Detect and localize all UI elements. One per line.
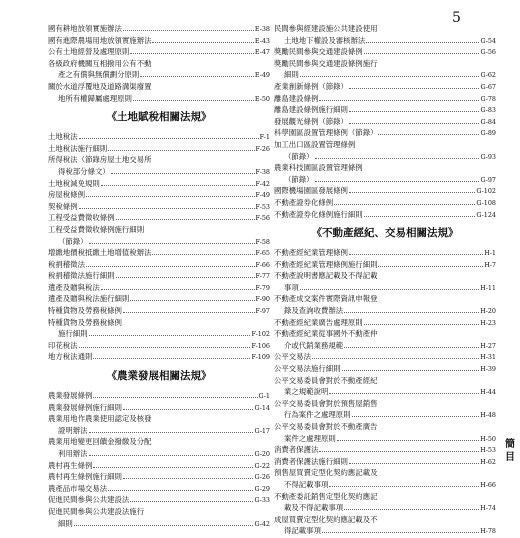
toc-entry-continuation <box>48 236 270 248</box>
dot-leader <box>378 134 479 135</box>
dot-leader <box>344 509 479 510</box>
dot-leader <box>111 173 255 174</box>
dot-leader <box>89 432 254 433</box>
dot-leader <box>319 100 479 101</box>
entry-title: 不動產說明書應記載及不得記載 <box>274 271 378 281</box>
dot-leader <box>89 243 255 244</box>
dot-leader <box>89 335 251 336</box>
page-code: G-42 <box>254 519 270 528</box>
entry-title: 證明辦法 <box>58 425 88 435</box>
page-code: E-50 <box>254 94 270 103</box>
entry-title: 產業創新條例（節錄） <box>274 81 348 91</box>
entry-title: 關於水道浮覆地及道路溝渠廢置 <box>48 81 152 91</box>
section-heading: 《不動產經紀、交易相關法規》 <box>311 227 459 240</box>
entry-title: 地所有權歸屬處理原則 <box>58 93 132 103</box>
toc-entry <box>48 460 270 472</box>
page-code: E-38 <box>254 25 270 33</box>
toc-entry <box>274 104 496 116</box>
page-code: G-97 <box>480 175 496 184</box>
dot-leader <box>152 254 254 255</box>
toc-entry-continuation <box>48 448 270 460</box>
dot-leader <box>349 463 479 464</box>
toc-entry <box>48 189 270 201</box>
dot-leader <box>315 181 480 182</box>
page-code: H-53 <box>480 446 496 455</box>
entry-title: 促進民間參與公共建設法施行 <box>48 506 145 516</box>
entry-title: 國有耕地放領實施辦法 <box>48 24 122 33</box>
entry-title: （節錄） <box>58 236 88 246</box>
dot-leader <box>79 208 255 209</box>
toc-entry <box>48 390 270 402</box>
dot-leader <box>101 289 255 290</box>
page-code: G-54 <box>480 36 496 45</box>
dot-leader <box>108 490 253 491</box>
toc-entry-continuation <box>48 69 270 81</box>
entry-title: 不動產證券化條例 <box>274 197 334 207</box>
page-code: H-78 <box>480 527 496 536</box>
dot-leader <box>319 451 479 452</box>
toc-entry <box>48 143 270 155</box>
entry-title: 不動產經紀業管理條例施行細則 <box>274 259 378 269</box>
toc-entry <box>274 209 496 221</box>
toc-entry-continuation <box>274 409 496 421</box>
page-code: G-84 <box>480 117 496 126</box>
toc-entry <box>48 305 270 317</box>
page-code: F-109 <box>251 353 270 362</box>
toc-entry <box>274 93 496 105</box>
toc-entry <box>48 247 270 259</box>
page-code: G-102 <box>476 187 496 196</box>
page-code: G-33 <box>254 496 270 505</box>
entry-title: 契稅條例 <box>48 201 78 211</box>
entry-title: 不動產經紀業從事國外不動產仲 <box>274 329 378 339</box>
toc-entry <box>274 317 496 329</box>
dot-leader <box>322 532 479 533</box>
page-code: G-93 <box>480 152 496 161</box>
dot-leader <box>349 88 480 89</box>
entry-title: 農產品市場交易法 <box>48 483 108 493</box>
entry-title: 印花稅法 <box>48 340 78 350</box>
page-code: G-22 <box>254 461 270 470</box>
toc-entry <box>274 270 496 282</box>
dot-leader <box>378 266 483 267</box>
entry-title: 成屋買賣定型化契約應記載及不 <box>274 514 378 524</box>
entry-title: 特種貨物及勞務稅條例 <box>48 317 122 327</box>
entry-title: 載及不得記載事項 <box>284 503 344 513</box>
page-code: G-124 <box>476 210 496 219</box>
page-code: E-49 <box>254 71 270 80</box>
toc-right-column <box>274 23 496 537</box>
toc-entry <box>48 35 270 47</box>
toc-entry <box>274 139 496 151</box>
entry-title: 公平交易法施行細則 <box>274 364 341 374</box>
toc-entry-continuation <box>274 305 496 317</box>
entry-title: 農村再生條例 <box>48 460 93 470</box>
entry-title: 得稅部分條文） <box>58 166 110 176</box>
toc-entry-continuation <box>274 69 496 81</box>
toc-entry <box>274 293 496 305</box>
entry-title: 公平交易法 <box>274 352 311 362</box>
toc-entry <box>274 514 496 526</box>
entry-title: 工程受益費徵收條例 <box>48 213 115 223</box>
entry-title: 土地地下權設及審核辦法 <box>284 35 366 45</box>
dot-leader <box>79 347 251 348</box>
entry-title: 土地稅法施行細則 <box>48 143 108 153</box>
entry-title: 細則 <box>284 70 299 80</box>
entry-title: 行為案件之處理原則 <box>284 410 351 420</box>
entry-title: （節錄） <box>284 151 314 161</box>
page-code: H-11 <box>480 283 496 292</box>
toc-entry <box>274 421 496 433</box>
toc-entry <box>48 413 270 425</box>
entry-title: 不動產經紀業管理條例 <box>274 248 348 258</box>
entry-title: 土地稅法 <box>48 132 78 142</box>
toc-entry <box>48 81 270 93</box>
page-code: H-1 <box>484 249 496 258</box>
toc-entry <box>48 23 270 35</box>
entry-title: 促進民間參與公共建設法 <box>48 495 130 505</box>
page-code: G-17 <box>254 426 270 435</box>
dot-leader <box>130 501 253 502</box>
section-heading: 《土地賦稅相關法規》 <box>106 111 212 124</box>
entry-title: 加工出口區設置管理條例 <box>274 139 356 149</box>
entry-title: 國有進際農場用地放領實施辦法 <box>48 35 152 45</box>
toc-entry <box>274 58 496 70</box>
dot-leader <box>101 185 255 186</box>
entry-title: 房屋稅條例 <box>48 190 85 200</box>
entry-title: 細則 <box>58 518 73 528</box>
entry-title: 事項 <box>284 282 299 292</box>
toc-entry <box>48 340 270 352</box>
entry-title: 公平交易委員會對於不動產經紀 <box>274 375 378 385</box>
dot-leader <box>116 219 255 220</box>
toc-entry-continuation <box>274 174 496 186</box>
page-code: H-74 <box>480 504 496 513</box>
dot-leader <box>130 53 254 54</box>
dot-leader <box>123 30 254 31</box>
toc-entry-continuation <box>274 433 496 445</box>
entry-title: 所得稅法（節錄房屋土地交易所 <box>48 155 152 165</box>
entry-title: 不動產證券化條例施行細則 <box>274 209 363 219</box>
toc-entry <box>48 224 270 236</box>
toc-entry-continuation <box>48 93 270 105</box>
page-code: H-44 <box>480 388 496 397</box>
page-code: G-67 <box>480 82 496 91</box>
toc-entry <box>274 351 496 363</box>
dot-leader <box>93 358 250 359</box>
dot-leader <box>344 312 479 313</box>
entry-title: 發展觀光條例（節錄） <box>274 116 348 126</box>
page-code: G-1 <box>258 392 270 401</box>
entry-title: 離島建設條例 <box>274 93 319 103</box>
page-code: G-78 <box>480 94 496 103</box>
toc-entry <box>48 483 270 495</box>
page-code: F-102 <box>251 330 270 339</box>
page-code: H-7 <box>484 260 496 269</box>
page-code: G-26 <box>254 473 270 482</box>
entry-title: 不得記載事項 <box>284 479 329 489</box>
entry-title: 產之有償與無償劃分原則 <box>58 70 140 80</box>
page-code: H-20 <box>480 307 496 316</box>
page-code: H-50 <box>480 434 496 443</box>
dot-leader <box>315 158 480 159</box>
toc-entry-continuation <box>274 282 496 294</box>
page-code: G-62 <box>480 71 496 80</box>
dot-leader <box>352 416 480 417</box>
dot-leader <box>108 150 254 151</box>
entry-title: 得記載事項 <box>284 526 321 536</box>
toc-left-column <box>48 23 270 529</box>
entry-title: 公平交易委員會對於預售屋銷售 <box>274 398 378 408</box>
entry-title: 業之規範說明 <box>284 387 329 397</box>
entry-title: 民間參與經建設施公共建設使用 <box>274 24 378 33</box>
toc-entry <box>48 201 270 213</box>
toc-entry-continuation <box>274 479 496 491</box>
toc-entry <box>274 467 496 479</box>
page-code: F-65 <box>255 249 270 258</box>
entry-title: 預售屋買賣定型化契約應記載及 <box>274 468 378 478</box>
entry-title: 國際機場園區發展條例 <box>274 186 348 196</box>
dot-leader <box>364 216 476 217</box>
dot-leader <box>93 397 257 398</box>
dot-leader <box>349 111 480 112</box>
entry-title: 不動產經紀業廣告處理原則 <box>274 317 363 327</box>
entry-title: 遺產及贈與稅法 <box>48 282 100 292</box>
toc-entry-continuation <box>274 502 496 514</box>
dot-leader <box>337 440 479 441</box>
toc-entry <box>274 456 496 468</box>
toc-entry <box>274 328 496 340</box>
page-code: H-48 <box>480 411 496 420</box>
dot-leader <box>300 76 480 77</box>
page-number: 5 <box>452 10 461 26</box>
page-code: G-29 <box>254 484 270 493</box>
toc-entry <box>48 58 270 70</box>
entry-title: 增繳地價稅抵繳土地增值稅辦法 <box>48 248 152 258</box>
entry-title: 公平交易委員會對於不動產廣告 <box>274 422 378 431</box>
toc-entry <box>274 162 496 174</box>
dot-leader <box>89 455 254 456</box>
dot-leader <box>140 76 254 77</box>
toc-entry <box>48 494 270 506</box>
toc-entry-continuation <box>274 35 496 47</box>
entry-title: 不動產成交案件實際資訊申報登 <box>274 294 378 304</box>
page-code: F-106 <box>251 341 270 350</box>
page-code: F-79 <box>255 283 270 292</box>
entry-title: 地方稅法通則 <box>48 352 93 362</box>
section-heading: 《農業發展相關法規》 <box>106 370 212 383</box>
toc-entry-continuation <box>48 518 270 530</box>
page-code: H-39 <box>480 365 496 374</box>
entry-title: 消費者保護法施行細則 <box>274 456 348 466</box>
entry-title: 消費者保護法 <box>274 445 319 455</box>
page-code: F-58 <box>255 237 270 246</box>
toc-entry <box>274 375 496 387</box>
dot-leader <box>116 277 255 278</box>
entry-title: 農業科技園區設置管理條例 <box>274 163 363 173</box>
dot-leader <box>300 289 479 290</box>
toc-entry-continuation <box>274 386 496 398</box>
entry-title: 施行細則 <box>58 329 88 339</box>
dot-leader <box>349 254 483 255</box>
page-code: H-66 <box>480 480 496 489</box>
page-code: E-43 <box>254 36 270 45</box>
entry-title: 特種貨物及勞務稅條例 <box>48 306 122 316</box>
toc-entry <box>48 506 270 518</box>
page-code: E-47 <box>254 48 270 57</box>
dot-leader <box>334 204 475 205</box>
entry-title: 公有土地經營及處理原則 <box>48 47 130 57</box>
dot-leader <box>312 358 479 359</box>
page-code: F-77 <box>255 272 270 281</box>
entry-title: 工程受益費徵收條例施行細則 <box>48 224 145 234</box>
page-code: H-31 <box>480 353 496 362</box>
dot-leader <box>74 525 254 526</box>
toc-entry <box>48 46 270 58</box>
toc-entry <box>274 444 496 456</box>
dot-leader <box>123 409 254 410</box>
dot-leader <box>329 486 479 487</box>
page-code: F-97 <box>255 307 270 316</box>
page-code: H-62 <box>480 457 496 466</box>
toc-entry <box>274 398 496 410</box>
toc-entry <box>48 436 270 448</box>
entry-title: 農業發展條例施行細則 <box>48 402 122 412</box>
toc-entry <box>48 212 270 224</box>
entry-title: 稅捐稽徵法 <box>48 259 85 269</box>
toc-entry <box>274 116 496 128</box>
page-code: F-1 <box>259 133 270 142</box>
entry-title: 農村再生條例施行細則 <box>48 472 122 482</box>
toc-entry <box>274 127 496 139</box>
page-code: F-56 <box>255 214 270 223</box>
side-tab-char: 目 <box>505 452 515 463</box>
page-code: G-89 <box>480 129 496 138</box>
toc-entry-continuation <box>274 151 496 163</box>
page-code: G-14 <box>254 403 270 412</box>
toc-entry <box>48 154 270 166</box>
toc-entry-continuation <box>274 525 496 537</box>
toc-entry-continuation <box>48 328 270 340</box>
page-code: F-49 <box>255 191 270 200</box>
toc-entry <box>274 197 496 209</box>
toc-entry-continuation <box>274 340 496 352</box>
toc-entry <box>274 247 496 259</box>
entry-title: 土地稅減免規則 <box>48 178 100 188</box>
side-index-tab <box>504 438 516 464</box>
toc-entry <box>48 471 270 483</box>
entry-title: 農業用地作農業使用認定及核發 <box>48 414 152 424</box>
dot-leader <box>329 393 479 394</box>
toc-entry <box>274 46 496 58</box>
dot-leader <box>344 347 479 348</box>
dot-leader <box>86 266 255 267</box>
dot-leader <box>93 467 253 468</box>
entry-title: 稅捐稽徵法施行細則 <box>48 271 115 281</box>
toc-entry <box>274 491 496 503</box>
toc-entry <box>48 317 270 329</box>
entry-title: 介或代銷業務規範 <box>284 340 344 350</box>
dot-leader <box>349 192 475 193</box>
page-code: H-27 <box>480 341 496 350</box>
toc-entry <box>274 23 496 35</box>
toc-entry <box>274 81 496 93</box>
entry-title: 遺產及贈與稅法施行細則 <box>48 294 130 304</box>
side-tab-char: 簡 <box>505 439 515 450</box>
toc-entry <box>48 402 270 414</box>
dot-leader <box>79 138 259 139</box>
dot-leader <box>123 478 254 479</box>
toc-entry-continuation <box>48 425 270 437</box>
toc-entry-continuation <box>48 166 270 178</box>
page-code: F-42 <box>255 179 270 188</box>
page-code: G-108 <box>476 198 496 207</box>
toc-entry <box>274 259 496 271</box>
toc-entry <box>48 270 270 282</box>
dot-leader <box>152 42 253 43</box>
toc-entry <box>274 363 496 375</box>
dot-leader <box>342 370 480 371</box>
entry-title: 離島建設條例施行細則 <box>274 105 348 115</box>
toc-entry <box>48 259 270 271</box>
entry-title: 農業用地變更回饋金撥繳及分配 <box>48 437 152 447</box>
entry-title: 利用辦法 <box>58 449 88 458</box>
page-code: F-90 <box>255 295 270 304</box>
entry-title: 不動產委託銷售定型化契約應記 <box>274 491 378 501</box>
dot-leader <box>123 312 255 313</box>
toc-entry <box>48 178 270 190</box>
page-code: F-66 <box>255 260 270 269</box>
entry-title: 各級政府機關互相撥用公有不動 <box>48 58 152 68</box>
dot-leader <box>349 123 480 124</box>
dot-leader <box>366 42 479 43</box>
entry-title: 案件之處理原則 <box>284 433 336 443</box>
toc-entry <box>274 185 496 197</box>
page-code: G-83 <box>480 106 496 115</box>
page-code: F-53 <box>255 202 270 211</box>
page-code: H-23 <box>480 318 496 327</box>
page-code: F-38 <box>255 167 270 176</box>
entry-title: 科學園區設置管理條例（節錄） <box>274 128 378 138</box>
entry-title: 獎勵民間參與交通建設條例 <box>274 47 363 57</box>
dot-leader <box>86 196 255 197</box>
entry-title: （節錄） <box>284 174 314 184</box>
entry-title: 錄及查詢收費辦法 <box>284 306 344 316</box>
page-code: G-20 <box>254 450 270 458</box>
toc-entry <box>48 293 270 305</box>
page-code: F-26 <box>255 144 270 153</box>
toc-entry <box>48 351 270 363</box>
entry-title: 獎勵民間參與交通建設條例施行 <box>274 58 378 68</box>
toc-entry <box>48 282 270 294</box>
dot-leader <box>364 53 480 54</box>
dot-leader <box>130 300 254 301</box>
toc-entry <box>48 131 270 143</box>
dot-leader <box>364 324 479 325</box>
entry-title: 農業發展條例 <box>48 391 93 401</box>
page-code: G-56 <box>480 48 496 57</box>
dot-leader <box>133 100 254 101</box>
